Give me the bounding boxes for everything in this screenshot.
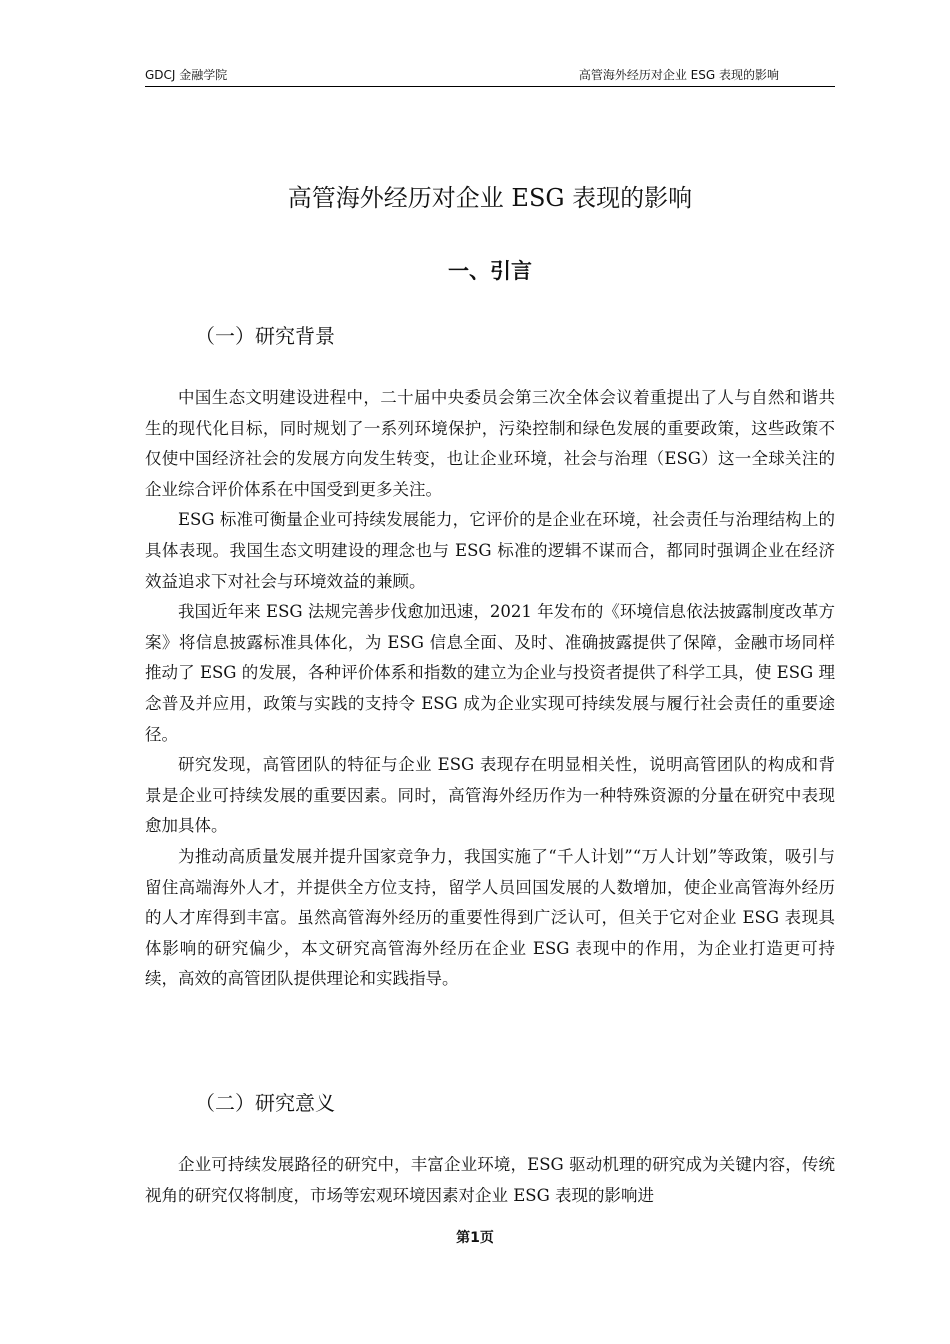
page-number: 第1页: [456, 1230, 494, 1246]
subsection-heading-background: （一）研究背景: [195, 324, 335, 348]
paragraph: 企业可持续发展路径的研究中，丰富企业环境，ESG 驱动机理的研究成为关键内容，传统视角的研究仅将制度，市场等宏观环境因素对企业 ESG 表现的影响进: [145, 1155, 835, 1205]
header-institution: GDCJ 金融学院: [145, 68, 228, 82]
paragraph: 我国近年来 ESG 法规完善步伐愈加迅速，2021 年发布的《环境信息依法披露制度改革方案》将信息披露标准具体化，为 ESG 信息全面、及时、准确披露提供了保障，金融市场同样推动了 ESG 的发展，各种评价体系和指数的建立为企业与投资者提供了科学工具，使 ESG 理念普及并应用，政策与实践的支持令 ESG 成为企业实现可持续发展与履行社会责任的重要途径。: [145, 602, 835, 744]
background-body: [145, 383, 835, 995]
header-running-title: 高管海外经历对企业 ESG 表现的影响: [578, 68, 779, 82]
page-header: [145, 66, 835, 87]
section-heading-introduction: 一、引言: [448, 259, 532, 283]
paragraph: 研究发现，高管团队的特征与企业 ESG 表现存在明显相关性，说明高管团队的构成和背景是企业可持续发展的重要因素。同时，高管海外经历作为一种特殊资源的分量在研究中表现愈加具体。: [145, 755, 835, 836]
document-title: 高管海外经历对企业 ESG 表现的影响: [287, 184, 693, 212]
significance-body: [145, 1150, 835, 1211]
paragraph: ESG 标准可衡量企业可持续发展能力，它评价的是企业在环境，社会责任与治理结构上的具体表现。我国生态文明建设的理念也与 ESG 标准的逻辑不谋而合，都同时强调企业在经济效益追求下对社会与环境效益的兼顾。: [145, 510, 835, 591]
paragraph: 为推动高质量发展并提升国家竞争力，我国实施了“千人计划”“万人计划”等政策，吸引与留住高端海外人才，并提供全方位支持，留学人员回国发展的人数增加，使企业高管海外经历的人才库得到丰富。虽然高管海外经历的重要性得到广泛认可，但关于它对企业 ESG 表现具体影响的研究偏少，本文研究高管海外经历在企业 ESG 表现中的作用，为企业打造更可持续，高效的高管团队提供理论和实践指导。: [145, 846, 835, 989]
subsection-heading-significance: （二）研究意义: [195, 1091, 335, 1115]
paragraph: 中国生态文明建设进程中，二十届中央委员会第三次全体会议着重提出了人与自然和谐共生的现代化目标，同时规划了一系列环境保护，污染控制和绿色发展的重要政策，这些政策不仅使中国经济社会的发展方向发生转变，也让企业环境，社会与治理（ESG）这一全球关注的企业综合评价体系在中国受到更多关注。: [145, 388, 835, 499]
